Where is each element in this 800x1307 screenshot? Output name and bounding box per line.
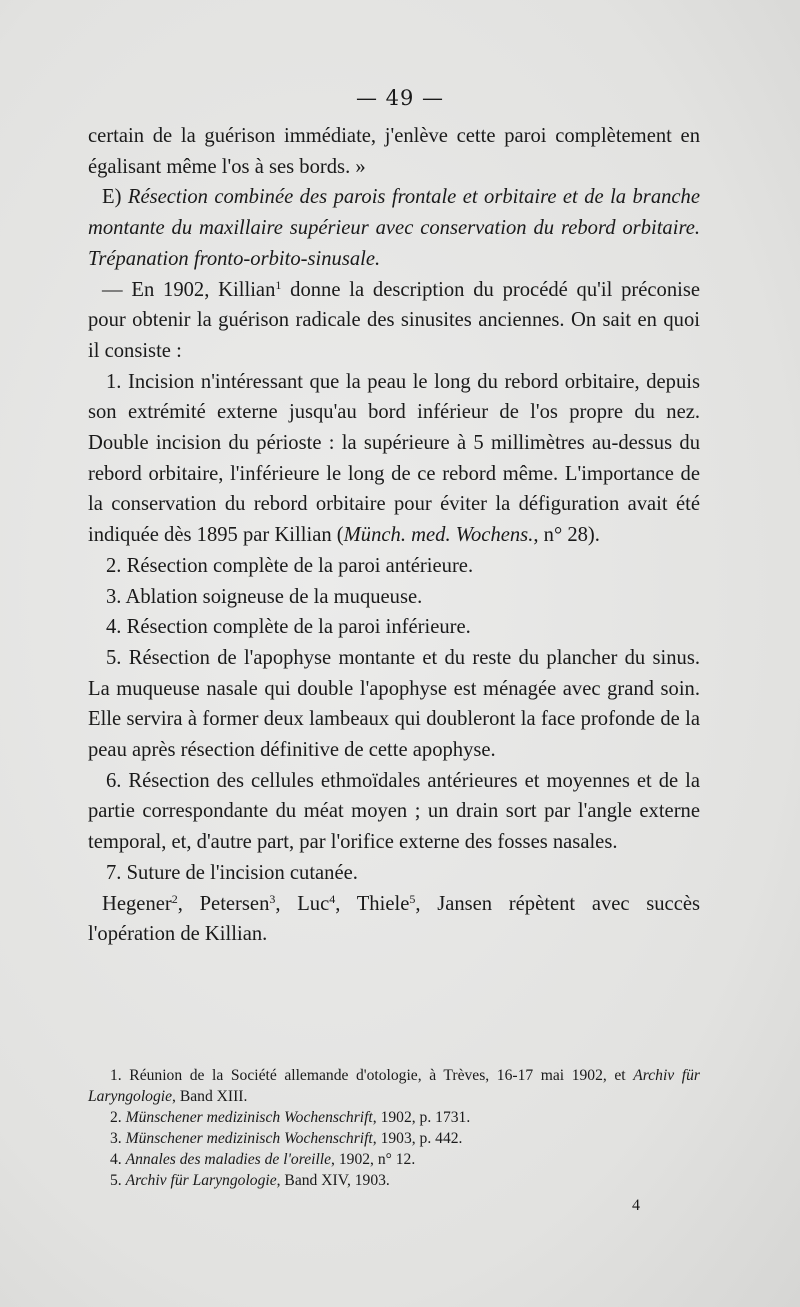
paragraph-authors [88, 889, 700, 950]
footnote-5 [88, 1170, 700, 1191]
paragraph-text: 1. Incision n'intéressant que la peau le long du rebord orbitaire, depuis son extrémité externe jusqu'au bord inférieur de l'os propre du nez. Double incision du périoste : la supérieure à 5 millimètres au-dessus du rebord orbitaire, l'inférieure le long de ce rebord même. L'importance de la conservation du rebord orbitaire pour éviter la défiguration avait été indiquée dès 1895 par Killian ( [88, 370, 700, 547]
footnote-ref-1: 1 [275, 277, 282, 292]
footnote-1 [88, 1065, 700, 1107]
footnote-text: , Band XIII. [172, 1088, 248, 1105]
list-item-5: 5. Résection de l'apophyse montante et du reste du plancher du sinus. La muqueuse nasale qui double l'apophyse est ménagée avec grand soin. Elle servira à former deux lambeaux qui doubleront la face profonde de la peau après résection définitive de cette apophyse. [88, 646, 700, 762]
footnote-journal: Münschener medizinisch Wochenschrift [125, 1109, 373, 1126]
list-item-6: 6. Résection des cellules ethmoïdales antérieures et moyennes et de la partie correspondante du méat moyen ; un drain sort par l'angle externe temporal, et, d'autre part, par l'orifice externe des fosses nasales. [88, 769, 700, 854]
footnote-journal: Annales des maladies de l'oreille [125, 1151, 332, 1168]
footnote-ref-4: 4 [329, 891, 336, 906]
footnote-journal: Archiv für Laryngologie [125, 1172, 277, 1189]
list-item-2: 2. Résection complète de la paroi antérieure. [106, 554, 474, 577]
footnote-ref-2: 2 [171, 891, 178, 906]
section-heading-e [88, 182, 700, 274]
footnotes [88, 1065, 700, 1191]
footnote-ref-3: 3 [269, 891, 276, 906]
paragraph-killian [88, 275, 700, 367]
list-item-3: 3. Ablation soigneuse de la muqueuse. [106, 585, 423, 608]
author-name: Hegener [102, 892, 172, 915]
page-number: — 49 — [355, 86, 445, 110]
footnote-text: , 1902, n° 12. [331, 1151, 416, 1168]
paragraph-text: , Jansen répètent avec succès l'opération de Killian. [88, 892, 700, 946]
journal-citation: Münch. med. Wochens. [343, 524, 534, 547]
footnote-journal: Münschener medizinisch Wochenschrift [125, 1130, 373, 1147]
author-name: , Thiele [335, 892, 410, 915]
author-name: , Petersen [177, 892, 270, 915]
author-name: , Luc [275, 892, 330, 915]
paragraph-continuation: certain de la guérison immédiate, j'enlève cette paroi complètement en égalisant même l'os à ses bords. » [88, 125, 700, 178]
signature-mark: 4 [632, 1197, 640, 1214]
list-item-4: 4. Résection complète de la paroi inférieure. [106, 616, 471, 639]
list-item-7: 7. Suture de l'incision cutanée. [106, 861, 358, 884]
list-item-1 [88, 367, 700, 551]
footnote-text: , 1903, p. 442. [372, 1130, 463, 1147]
footnote-number: 1. [110, 1067, 122, 1084]
footnote-text: , Band XIV, 1903. [276, 1172, 390, 1189]
main-text [88, 121, 700, 950]
footnote-2 [88, 1107, 700, 1128]
footnote-ref-5: 5 [409, 891, 416, 906]
footnote-text: , 1902, p. 1731. [372, 1109, 471, 1126]
footnote-3 [88, 1128, 700, 1149]
section-title: Résection combinée des parois frontale et orbitaire et de la branche montante du maxillaire supérieur avec conservation du rebord orbitaire. Trépanation fronto-orbito-sinusale. [88, 186, 700, 270]
footnote-number: 4. [110, 1151, 122, 1168]
footnote-text: Réunion de la Société allemande d'otologie, à Trèves, 16-17 mai 1902, et [129, 1067, 634, 1084]
footnote-number: 3. [110, 1130, 122, 1147]
paragraph-text: donne la description du procédé qu'il préconise pour obtenir la guérison radicale des sinusites anciennes. On sait en quoi il consiste : [88, 278, 701, 362]
footnote-journal: Archiv für Laryngologie [88, 1067, 700, 1105]
footnote-4 [88, 1149, 700, 1170]
section-label: E) [102, 186, 128, 209]
paragraph-text: — En 1902, Killian [102, 278, 276, 301]
footnote-number: 5. [110, 1172, 122, 1189]
paragraph-text: , n° 28). [533, 524, 600, 547]
footnote-number: 2. [110, 1109, 122, 1126]
